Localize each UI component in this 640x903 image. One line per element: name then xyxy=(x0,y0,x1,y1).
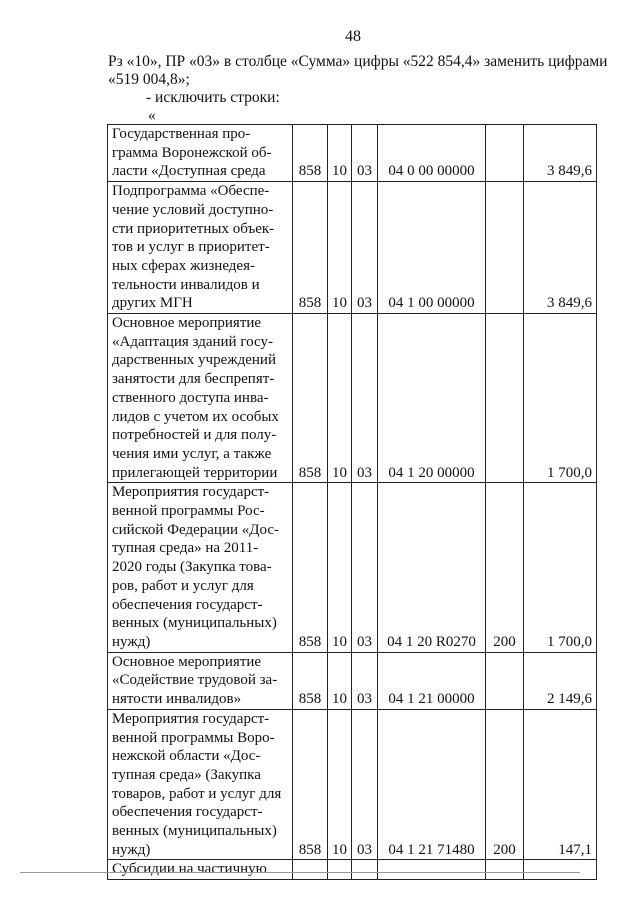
budget-table xyxy=(107,124,597,880)
cell-vr xyxy=(486,652,524,709)
cell-name-line: венной программы Рос- xyxy=(112,503,265,520)
cell-name-line: Основное мероприятие xyxy=(112,653,262,670)
cell-rz: 858 xyxy=(293,652,328,709)
cell-name-line: нятости инвалидов» xyxy=(112,691,242,708)
cell-cs: 03 xyxy=(352,709,378,860)
cell-name-line: венных (муниципальных) xyxy=(112,615,277,632)
page-number: 48 xyxy=(345,28,361,45)
cell-name-line: Субсидии на частичную xyxy=(112,861,267,878)
cell-name-line: лидов с учетом их особых xyxy=(112,408,279,425)
cell-name-line: Подпрограмма «Обеспе- xyxy=(112,183,270,200)
cell-name-line: дарственных учреждений xyxy=(112,352,276,369)
cell-name xyxy=(108,709,293,860)
intro-line-3: - исключить строки: xyxy=(146,89,280,106)
cell-name xyxy=(108,860,293,880)
cell-name xyxy=(108,483,293,652)
cell-sum xyxy=(524,860,597,880)
cell-name xyxy=(108,314,293,483)
cell-name-line: тов и услуг в приоритет- xyxy=(112,239,270,256)
intro-text xyxy=(108,53,608,125)
cell-sum: 1 700,0 xyxy=(524,483,597,652)
cell-name-line: прилегающей территории xyxy=(112,464,278,481)
cell-name-line: обеспечения государст- xyxy=(112,804,263,821)
cell-pr: 10 xyxy=(328,182,352,314)
cell-name-line: сийской Федерации «Дос- xyxy=(112,521,280,538)
cell-name-line: «Содействие трудовой за- xyxy=(112,672,278,689)
cell-name-line: тупная среда» (Закупка xyxy=(112,766,261,783)
cell-pr: 10 xyxy=(328,125,352,182)
cell-name-line: чение условий доступно- xyxy=(112,201,274,218)
cell-rz: 858 xyxy=(293,125,328,182)
cell-name-line: Мероприятия государст- xyxy=(112,710,270,727)
cell-cs: 03 xyxy=(352,652,378,709)
cell-name-line: ственного доступа инва- xyxy=(112,389,269,406)
cell-cs: 03 xyxy=(352,483,378,652)
cell-vr: 200 xyxy=(486,483,524,652)
cell-vr xyxy=(486,314,524,483)
cell-name-line: товаров, работ и услуг для xyxy=(112,785,282,802)
cell-code: 04 1 21 71480 xyxy=(378,709,486,860)
intro-opening-quote: « xyxy=(148,107,156,124)
cell-pr: 10 xyxy=(328,709,352,860)
table-row xyxy=(108,652,597,709)
intro-line-2: «519 004,8»; xyxy=(108,71,190,88)
cell-sum: 147,1 xyxy=(524,709,597,860)
cell-sum: 3 849,6 xyxy=(524,125,597,182)
cell-name-line: чения ими услуг, а также xyxy=(112,445,272,462)
cell-name-line: потребностей и для полу- xyxy=(112,427,277,444)
cell-pr: 10 xyxy=(328,314,352,483)
cell-code: 04 1 00 00000 xyxy=(378,182,486,314)
table-row xyxy=(108,483,597,652)
cell-name-line: ласти «Доступная среда xyxy=(112,163,266,180)
page-bottom-rule xyxy=(20,872,580,873)
cell-name-line: нежской области «Дос- xyxy=(112,748,261,765)
cell-name-line: Мероприятия государст- xyxy=(112,484,270,501)
cell-name-line: Основное мероприятие xyxy=(112,315,262,332)
cell-name xyxy=(108,125,293,182)
cell-name xyxy=(108,182,293,314)
cell-cs: 03 xyxy=(352,182,378,314)
cell-cs xyxy=(352,860,378,880)
cell-code: 04 1 20 00000 xyxy=(378,314,486,483)
cell-vr xyxy=(486,860,524,880)
cell-cs: 03 xyxy=(352,314,378,483)
cell-rz: 858 xyxy=(293,314,328,483)
cell-name-line: тельности инвалидов и xyxy=(112,276,260,293)
cell-name-line: сти приоритетных объек- xyxy=(112,220,275,237)
cell-name-line: тупная среда» на 2011- xyxy=(112,540,259,557)
intro-line-1: Рз «10», ПР «03» в столбце «Сумма» цифры «522 854,4» заменить цифрами xyxy=(108,53,608,70)
cell-code: 04 1 21 00000 xyxy=(378,652,486,709)
cell-name-line: обеспечения государст- xyxy=(112,596,263,613)
cell-name-line: «Адаптация зданий госу- xyxy=(112,333,273,350)
cell-name-line: грамма Воронежской об- xyxy=(112,144,272,161)
cell-sum: 2 149,6 xyxy=(524,652,597,709)
cell-name-line: Государственная про- xyxy=(112,126,251,142)
table-row xyxy=(108,182,597,314)
cell-name-line: нужд) xyxy=(112,633,151,650)
cell-name xyxy=(108,652,293,709)
cell-rz: 858 xyxy=(293,483,328,652)
table-row xyxy=(108,125,597,182)
cell-rz: 858 xyxy=(293,709,328,860)
cell-name-line: 2020 годы (Закупка това- xyxy=(112,559,272,576)
cell-name-line: венных (муниципальных) xyxy=(112,823,277,840)
table-row xyxy=(108,314,597,483)
cell-rz xyxy=(293,860,328,880)
cell-vr: 200 xyxy=(486,709,524,860)
cell-name-line: венной программы Воро- xyxy=(112,729,275,746)
cell-pr: 10 xyxy=(328,652,352,709)
cell-rz: 858 xyxy=(293,182,328,314)
cell-pr: 10 xyxy=(328,483,352,652)
cell-code: 04 1 20 R0270 xyxy=(378,483,486,652)
cell-vr xyxy=(486,125,524,182)
table-row xyxy=(108,709,597,860)
cell-sum: 1 700,0 xyxy=(524,314,597,483)
cell-sum: 3 849,6 xyxy=(524,182,597,314)
cell-code xyxy=(378,860,486,880)
cell-pr xyxy=(328,860,352,880)
cell-code: 04 0 00 00000 xyxy=(378,125,486,182)
cell-vr xyxy=(486,182,524,314)
cell-name-line: других МГН xyxy=(112,295,193,312)
cell-name-line: нужд) xyxy=(112,841,151,858)
table-row xyxy=(108,860,597,880)
cell-name-line: ных сферах жизнедея- xyxy=(112,257,255,274)
cell-name-line: занятости для беспрепят- xyxy=(112,371,275,388)
cell-name-line: ров, работ и услуг для xyxy=(112,577,254,594)
cell-cs: 03 xyxy=(352,125,378,182)
